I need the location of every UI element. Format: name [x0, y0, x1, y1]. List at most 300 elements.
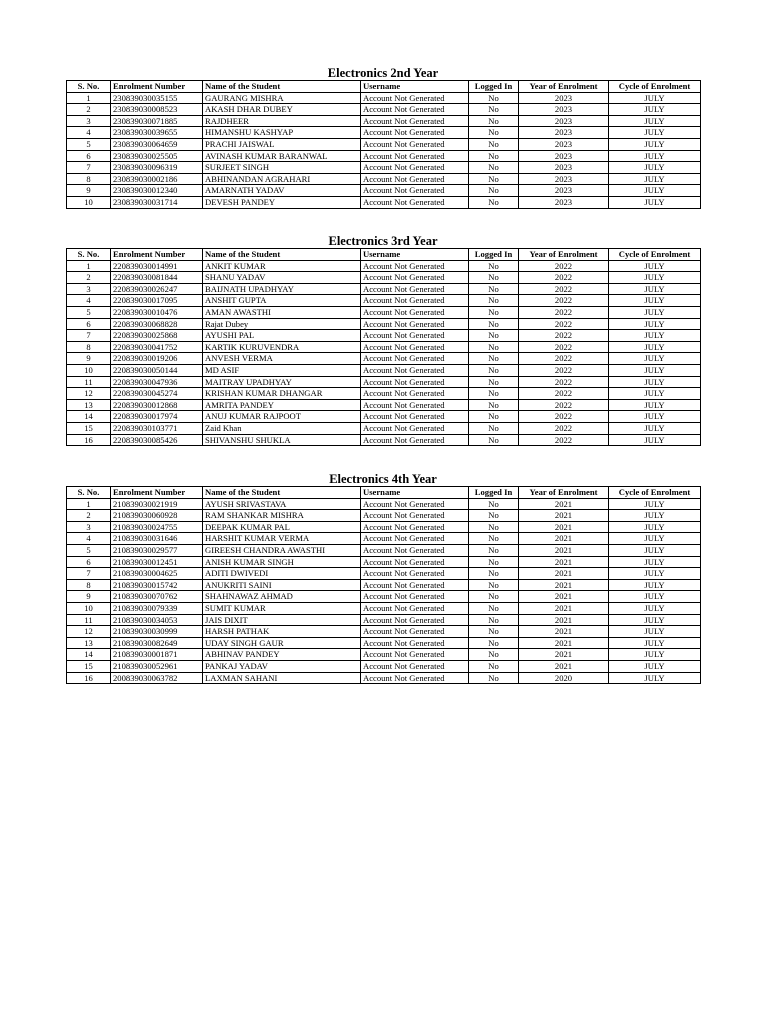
table-row: [67, 353, 701, 365]
username-header: Username: [361, 81, 469, 93]
logged-in-cell: No: [469, 660, 519, 672]
table-row: [67, 556, 701, 568]
table-row: [67, 318, 701, 330]
username-cell: Account Not Generated: [361, 260, 469, 272]
username-cell: Account Not Generated: [361, 399, 469, 411]
table-row: [67, 579, 701, 591]
cycle-cell: JULY: [609, 399, 701, 411]
enrolment-number-cell: 220839030045274: [111, 388, 203, 400]
cycle-header: Cycle of Enrolment: [609, 81, 701, 93]
year-cell: 2023: [519, 173, 609, 185]
year-cell: 2021: [519, 591, 609, 603]
header-row: [67, 81, 701, 93]
cycle-cell: JULY: [609, 544, 701, 556]
username-cell: Account Not Generated: [361, 510, 469, 522]
table-row: [67, 568, 701, 580]
table-row: [67, 283, 701, 295]
username-cell: Account Not Generated: [361, 283, 469, 295]
year-cell: 2023: [519, 138, 609, 150]
enrolment-number-cell: 210839030070762: [111, 591, 203, 603]
logged-in-cell: No: [469, 533, 519, 545]
table-row: [67, 510, 701, 522]
year-header: Year of Enrolment: [519, 81, 609, 93]
enrolment-number-cell: 220839030025868: [111, 330, 203, 342]
serial-cell: 12: [67, 388, 111, 400]
year-cell: 2022: [519, 399, 609, 411]
serial-cell: 4: [67, 295, 111, 307]
table-row: [67, 330, 701, 342]
enrolment-number-cell: 230839030008523: [111, 104, 203, 116]
student-name-cell: GIREESH CHANDRA AWASTHI: [203, 544, 361, 556]
logged-in-cell: No: [469, 568, 519, 580]
serial-cell: 10: [67, 196, 111, 208]
student-name-cell: BAIJNATH UPADHYAY: [203, 283, 361, 295]
username-cell: Account Not Generated: [361, 330, 469, 342]
enrolment-number-cell: 220839030041752: [111, 341, 203, 353]
year-cell: 2023: [519, 92, 609, 104]
year-cell: 2023: [519, 162, 609, 174]
year-cell: 2022: [519, 295, 609, 307]
enrolment-number-cell: 220839030081844: [111, 272, 203, 284]
serial-cell: 13: [67, 637, 111, 649]
enrolment-number-cell: 210839030004625: [111, 568, 203, 580]
cycle-cell: JULY: [609, 185, 701, 197]
year-cell: 2023: [519, 150, 609, 162]
year-cell: 2022: [519, 260, 609, 272]
logged-in-cell: No: [469, 544, 519, 556]
student-table: [66, 486, 701, 684]
table-row: [67, 260, 701, 272]
enrolment-number-cell: 230839030039655: [111, 127, 203, 139]
table-row: [67, 649, 701, 661]
serial-cell: 4: [67, 533, 111, 545]
table-row: [67, 422, 701, 434]
cycle-cell: JULY: [609, 510, 701, 522]
enrolment-number-cell: 220839030026247: [111, 283, 203, 295]
logged-in-cell: No: [469, 411, 519, 423]
table-row: [67, 434, 701, 446]
logged-in-header: Logged In: [469, 487, 519, 499]
logged-in-cell: No: [469, 353, 519, 365]
table-row: [67, 306, 701, 318]
serial-cell: 7: [67, 162, 111, 174]
username-cell: Account Not Generated: [361, 295, 469, 307]
enrolment-number-cell: 210839030031646: [111, 533, 203, 545]
student-name-cell: KRISHAN KUMAR DHANGAR: [203, 388, 361, 400]
serial-cell: 7: [67, 330, 111, 342]
cycle-cell: JULY: [609, 579, 701, 591]
cycle-cell: JULY: [609, 637, 701, 649]
enrolment-number-cell: 210839030015742: [111, 579, 203, 591]
year-cell: 2021: [519, 568, 609, 580]
table-row: [67, 411, 701, 423]
username-cell: Account Not Generated: [361, 498, 469, 510]
table-row: [67, 376, 701, 388]
cycle-cell: JULY: [609, 660, 701, 672]
year-cell: 2022: [519, 341, 609, 353]
serial-header: S. No.: [67, 249, 111, 261]
cycle-cell: JULY: [609, 422, 701, 434]
cycle-cell: JULY: [609, 434, 701, 446]
logged-in-cell: No: [469, 579, 519, 591]
logged-in-cell: No: [469, 399, 519, 411]
table-row: [67, 295, 701, 307]
serial-cell: 8: [67, 341, 111, 353]
student-name-cell: JAIS DIXIT: [203, 614, 361, 626]
serial-cell: 1: [67, 498, 111, 510]
serial-cell: 10: [67, 364, 111, 376]
username-cell: Account Not Generated: [361, 660, 469, 672]
serial-cell: 5: [67, 138, 111, 150]
student-table: [66, 80, 701, 209]
cycle-cell: JULY: [609, 672, 701, 684]
username-cell: Account Not Generated: [361, 533, 469, 545]
year-cell: 2021: [519, 649, 609, 661]
student-name-cell: GAURANG MISHRA: [203, 92, 361, 104]
year-cell: 2021: [519, 626, 609, 638]
enrolment-number-cell: 230839030035155: [111, 92, 203, 104]
logged-in-cell: No: [469, 127, 519, 139]
cycle-cell: JULY: [609, 533, 701, 545]
enrolment-number-cell: 210839030024755: [111, 521, 203, 533]
year-cell: 2022: [519, 376, 609, 388]
student-name-cell: ANKIT KUMAR: [203, 260, 361, 272]
logged-in-cell: No: [469, 260, 519, 272]
year-cell: 2021: [519, 556, 609, 568]
year-cell: 2021: [519, 533, 609, 545]
table-row: [67, 498, 701, 510]
year-cell: 2023: [519, 127, 609, 139]
year-cell: 2022: [519, 272, 609, 284]
logged-in-cell: No: [469, 637, 519, 649]
student-name-cell: SHAHNAWAZ AHMAD: [203, 591, 361, 603]
table-row: [67, 602, 701, 614]
enrolment-number-cell: 220839030017095: [111, 295, 203, 307]
year-cell: 2021: [519, 637, 609, 649]
student-name-cell: Zaid Khan: [203, 422, 361, 434]
enrolment-number-cell: 220839030068828: [111, 318, 203, 330]
cycle-cell: JULY: [609, 388, 701, 400]
year-cell: 2022: [519, 306, 609, 318]
table-row: [67, 399, 701, 411]
year-cell: 2021: [519, 579, 609, 591]
student-name-cell: SHIVANSHU SHUKLA: [203, 434, 361, 446]
student-name-cell: ABHINAV PANDEY: [203, 649, 361, 661]
username-cell: Account Not Generated: [361, 272, 469, 284]
cycle-cell: JULY: [609, 591, 701, 603]
year-cell: 2021: [519, 521, 609, 533]
year-cell: 2022: [519, 422, 609, 434]
serial-cell: 11: [67, 614, 111, 626]
username-cell: Account Not Generated: [361, 579, 469, 591]
enrolment-number-cell: 210839030029577: [111, 544, 203, 556]
enrolment-number-cell: 210839030021919: [111, 498, 203, 510]
cycle-cell: JULY: [609, 614, 701, 626]
student-name-cell: ANVESH VERMA: [203, 353, 361, 365]
cycle-cell: JULY: [609, 318, 701, 330]
logged-in-cell: No: [469, 272, 519, 284]
section-3rd-year: [66, 234, 700, 446]
student-name-cell: ANISH KUMAR SINGH: [203, 556, 361, 568]
table-row: [67, 672, 701, 684]
student-name-cell: AMARNATH YADAV: [203, 185, 361, 197]
enrolment-number-cell: 230839030096319: [111, 162, 203, 174]
username-cell: Account Not Generated: [361, 672, 469, 684]
serial-cell: 1: [67, 260, 111, 272]
logged-in-cell: No: [469, 185, 519, 197]
student-table: [66, 248, 701, 446]
username-cell: Account Not Generated: [361, 521, 469, 533]
student-name-cell: DEEPAK KUMAR PAL: [203, 521, 361, 533]
student-name-cell: HARSH PATHAK: [203, 626, 361, 638]
cycle-cell: JULY: [609, 162, 701, 174]
table-row: [67, 591, 701, 603]
serial-cell: 4: [67, 127, 111, 139]
username-cell: Account Not Generated: [361, 115, 469, 127]
serial-cell: 1: [67, 92, 111, 104]
username-cell: Account Not Generated: [361, 376, 469, 388]
student-name-cell: SUMIT KUMAR: [203, 602, 361, 614]
section-title: Electronics 3rd Year: [328, 234, 438, 248]
enrolment-number-cell: 230839030025505: [111, 150, 203, 162]
student-name-cell: SHANU YADAV: [203, 272, 361, 284]
logged-in-cell: No: [469, 138, 519, 150]
serial-cell: 9: [67, 353, 111, 365]
year-cell: 2023: [519, 196, 609, 208]
cycle-cell: JULY: [609, 649, 701, 661]
username-cell: Account Not Generated: [361, 196, 469, 208]
username-cell: Account Not Generated: [361, 138, 469, 150]
serial-cell: 6: [67, 150, 111, 162]
username-cell: Account Not Generated: [361, 556, 469, 568]
serial-cell: 2: [67, 510, 111, 522]
username-cell: Account Not Generated: [361, 173, 469, 185]
cycle-header: Cycle of Enrolment: [609, 487, 701, 499]
year-header: Year of Enrolment: [519, 249, 609, 261]
table-row: [67, 660, 701, 672]
student-name-cell: RAM SHANKAR MISHRA: [203, 510, 361, 522]
table-row: [67, 162, 701, 174]
logged-in-cell: No: [469, 602, 519, 614]
section-title: Electronics 2nd Year: [327, 66, 439, 80]
serial-cell: 16: [67, 434, 111, 446]
cycle-cell: JULY: [609, 376, 701, 388]
logged-in-cell: No: [469, 150, 519, 162]
serial-cell: 9: [67, 591, 111, 603]
serial-cell: 12: [67, 626, 111, 638]
logged-in-cell: No: [469, 591, 519, 603]
username-cell: Account Not Generated: [361, 185, 469, 197]
table-row: [67, 544, 701, 556]
username-cell: Account Not Generated: [361, 568, 469, 580]
cycle-cell: JULY: [609, 556, 701, 568]
serial-cell: 7: [67, 568, 111, 580]
serial-cell: 3: [67, 283, 111, 295]
enrolment-number-cell: 230839030002186: [111, 173, 203, 185]
serial-cell: 15: [67, 660, 111, 672]
header-row: [67, 249, 701, 261]
cycle-cell: JULY: [609, 498, 701, 510]
table-row: [67, 185, 701, 197]
serial-cell: 14: [67, 411, 111, 423]
logged-in-cell: No: [469, 388, 519, 400]
table-row: [67, 637, 701, 649]
logged-in-cell: No: [469, 422, 519, 434]
enrolment-number-cell: 200839030063782: [111, 672, 203, 684]
cycle-cell: JULY: [609, 92, 701, 104]
username-cell: Account Not Generated: [361, 422, 469, 434]
cycle-cell: JULY: [609, 626, 701, 638]
serial-header: S. No.: [67, 81, 111, 93]
student-name-header: Name of the Student: [203, 249, 361, 261]
logged-in-cell: No: [469, 510, 519, 522]
cycle-cell: JULY: [609, 330, 701, 342]
cycle-cell: JULY: [609, 150, 701, 162]
student-name-cell: MAITRAY UPADHYAY: [203, 376, 361, 388]
username-cell: Account Not Generated: [361, 341, 469, 353]
logged-in-cell: No: [469, 614, 519, 626]
enrolment-number-cell: 230839030031714: [111, 196, 203, 208]
student-name-cell: KARTIK KURUVENDRA: [203, 341, 361, 353]
logged-in-cell: No: [469, 196, 519, 208]
student-name-cell: ANUJ KUMAR RAJPOOT: [203, 411, 361, 423]
serial-cell: 14: [67, 649, 111, 661]
cycle-cell: JULY: [609, 127, 701, 139]
cycle-header: Cycle of Enrolment: [609, 249, 701, 261]
logged-in-header: Logged In: [469, 249, 519, 261]
year-cell: 2021: [519, 510, 609, 522]
logged-in-cell: No: [469, 92, 519, 104]
enrolment-number-cell: 210839030082649: [111, 637, 203, 649]
cycle-cell: JULY: [609, 283, 701, 295]
username-cell: Account Not Generated: [361, 150, 469, 162]
enrolment-number-cell: 230839030012340: [111, 185, 203, 197]
serial-cell: 13: [67, 399, 111, 411]
logged-in-cell: No: [469, 330, 519, 342]
username-cell: Account Not Generated: [361, 318, 469, 330]
logged-in-cell: No: [469, 521, 519, 533]
enrolment-number-cell: 220839030014991: [111, 260, 203, 272]
student-name-cell: RAJDHEER: [203, 115, 361, 127]
year-cell: 2023: [519, 185, 609, 197]
username-cell: Account Not Generated: [361, 353, 469, 365]
student-name-cell: ABHINANDAN AGRAHARI: [203, 173, 361, 185]
enrolment-number-cell: 210839030060928: [111, 510, 203, 522]
logged-in-cell: No: [469, 556, 519, 568]
student-name-header: Name of the Student: [203, 81, 361, 93]
enrolment-number-cell: 220839030019206: [111, 353, 203, 365]
year-cell: 2022: [519, 388, 609, 400]
enrolment-number-cell: 230839030071885: [111, 115, 203, 127]
username-cell: Account Not Generated: [361, 127, 469, 139]
username-cell: Account Not Generated: [361, 411, 469, 423]
cycle-cell: JULY: [609, 295, 701, 307]
year-cell: 2022: [519, 411, 609, 423]
serial-cell: 10: [67, 602, 111, 614]
table-row: [67, 521, 701, 533]
year-cell: 2023: [519, 104, 609, 116]
year-cell: 2022: [519, 318, 609, 330]
enrolment-number-cell: 220839030010476: [111, 306, 203, 318]
student-name-cell: AYUSH SRIVASTAVA: [203, 498, 361, 510]
logged-in-cell: No: [469, 364, 519, 376]
year-cell: 2022: [519, 434, 609, 446]
cycle-cell: JULY: [609, 602, 701, 614]
cycle-cell: JULY: [609, 341, 701, 353]
year-cell: 2022: [519, 330, 609, 342]
logged-in-cell: No: [469, 341, 519, 353]
year-cell: 2021: [519, 602, 609, 614]
header-row: [67, 487, 701, 499]
serial-cell: 16: [67, 672, 111, 684]
serial-cell: 8: [67, 173, 111, 185]
student-name-cell: PANKAJ YADAV: [203, 660, 361, 672]
cycle-cell: JULY: [609, 173, 701, 185]
table-row: [67, 127, 701, 139]
enrolment-number-cell: 220839030085426: [111, 434, 203, 446]
cycle-cell: JULY: [609, 272, 701, 284]
enrolment-number-header: Enrolment Number: [111, 81, 203, 93]
year-cell: 2021: [519, 498, 609, 510]
cycle-cell: JULY: [609, 104, 701, 116]
cycle-cell: JULY: [609, 353, 701, 365]
cycle-cell: JULY: [609, 521, 701, 533]
logged-in-cell: No: [469, 173, 519, 185]
username-cell: Account Not Generated: [361, 614, 469, 626]
logged-in-cell: No: [469, 376, 519, 388]
enrolment-number-header: Enrolment Number: [111, 487, 203, 499]
student-name-cell: ADITI DWIVEDI: [203, 568, 361, 580]
student-name-cell: PRACHI JAISWAL: [203, 138, 361, 150]
serial-cell: 15: [67, 422, 111, 434]
student-name-cell: AYUSHI PAL: [203, 330, 361, 342]
student-name-cell: ANSHIT GUPTA: [203, 295, 361, 307]
logged-in-cell: No: [469, 306, 519, 318]
username-cell: Account Not Generated: [361, 162, 469, 174]
logged-in-cell: No: [469, 318, 519, 330]
cycle-cell: JULY: [609, 138, 701, 150]
serial-header: S. No.: [67, 487, 111, 499]
student-name-cell: UDAY SINGH GAUR: [203, 637, 361, 649]
enrolment-number-cell: 220839030012868: [111, 399, 203, 411]
username-cell: Account Not Generated: [361, 434, 469, 446]
username-cell: Account Not Generated: [361, 104, 469, 116]
username-cell: Account Not Generated: [361, 544, 469, 556]
student-name-cell: SURJEET SINGH: [203, 162, 361, 174]
cycle-cell: JULY: [609, 260, 701, 272]
enrolment-number-cell: 210839030079339: [111, 602, 203, 614]
table-row: [67, 272, 701, 284]
enrolment-number-cell: 220839030017974: [111, 411, 203, 423]
cycle-cell: JULY: [609, 364, 701, 376]
serial-cell: 11: [67, 376, 111, 388]
enrolment-number-cell: 210839030001871: [111, 649, 203, 661]
year-cell: 2023: [519, 115, 609, 127]
serial-cell: 3: [67, 521, 111, 533]
enrolment-number-cell: 230839030064659: [111, 138, 203, 150]
username-header: Username: [361, 487, 469, 499]
table-row: [67, 626, 701, 638]
table-row: [67, 115, 701, 127]
year-cell: 2021: [519, 614, 609, 626]
year-header: Year of Enrolment: [519, 487, 609, 499]
cycle-cell: JULY: [609, 196, 701, 208]
table-row: [67, 341, 701, 353]
logged-in-cell: No: [469, 498, 519, 510]
year-cell: 2020: [519, 672, 609, 684]
username-cell: Account Not Generated: [361, 626, 469, 638]
serial-cell: 9: [67, 185, 111, 197]
